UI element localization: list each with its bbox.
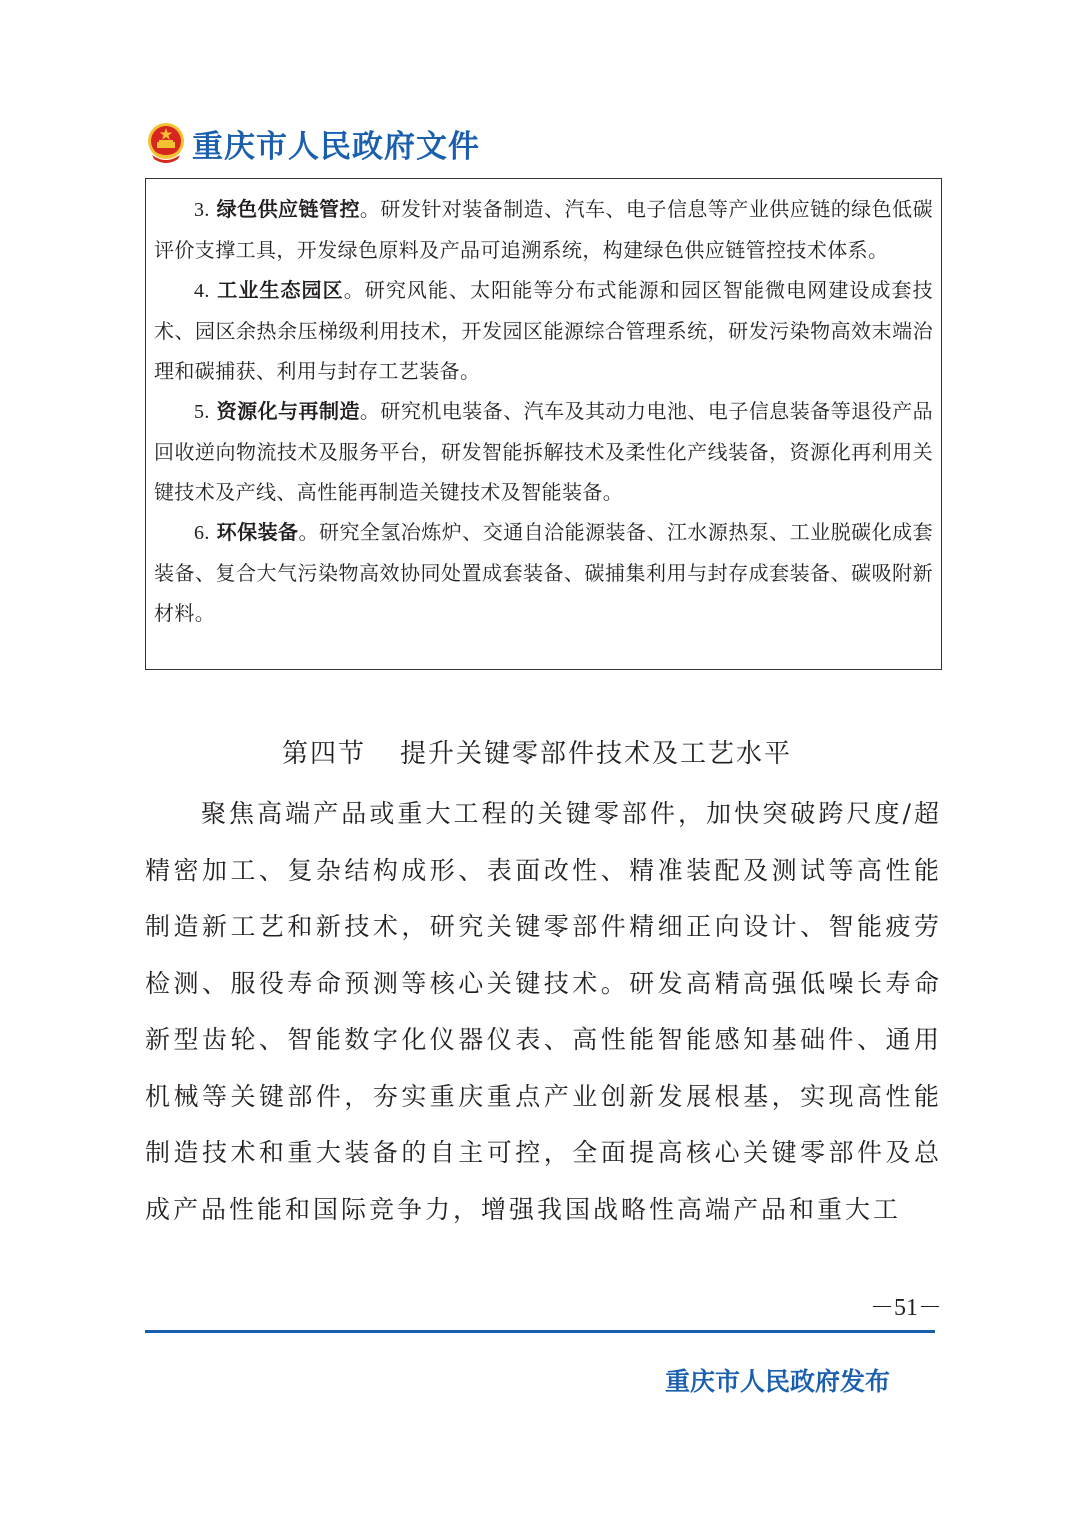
- item-text: 。研发针对装备制造、汽车、电子信息等产业供应链的绿色低碳评价支撑工具，开发绿色原料及产品可追溯系统，构建绿色供应链管控技术体系。: [154, 197, 933, 262]
- item-keyword: 工业生态园区: [217, 278, 344, 302]
- boxed-content: [145, 178, 942, 670]
- item-keyword: 资源化与再制造: [216, 399, 360, 423]
- national-emblem-icon: [146, 121, 186, 165]
- item-keyword: 绿色供应链管控: [216, 197, 360, 221]
- item-text: 。研究全氢冶炼炉、交通自洽能源装备、江水源热泵、工业脱碳化成套装备、复合大气污染物高效协同处置成套装备、碳捕集利用与封存成套装备、碳吸附新材料。: [154, 520, 933, 625]
- box-item-5: 5. 资源化与再制造。研究机电装备、汽车及其动力电池、电子信息装备等退役产品回收逆向物流技术及服务平台，研发智能拆解技术及柔性化产线装备，资源化再利用关键技术及产线、高性能再制造关键技术及智能装备。: [154, 399, 933, 504]
- box-item-6: 6. 环保装备。研究全氢冶炼炉、交通自洽能源装备、江水源热泵、工业脱碳化成套装备、复合大气污染物高效协同处置成套装备、碳捕集利用与封存成套装备、碳吸附新材料。: [154, 520, 933, 625]
- box-item-4: 4. 工业生态园区。研究风能、太阳能等分布式能源和园区智能微电网建设成套技术、园区余热余压梯级利用技术，开发园区能源综合管理系统，研发污染物高效末端治理和碳捕获、利用与封存工艺装备。: [154, 278, 934, 383]
- footer-divider: [145, 1330, 935, 1333]
- item-keyword: 环保装备: [216, 520, 299, 544]
- body-paragraph: 聚焦高端产品或重大工程的关键零部件，加快突破跨尺度/超精密加工、复杂结构成形、表面改性、精准装配及测试等高性能制造新工艺和新技术，研究关键零部件精细正向设计、智能疲劳检测、服役寿命预测等核心关键技术。研发高精高强低噪长寿命新型齿轮、智能数字化仪器仪表、高性能智能感知基础件、通用机械等关键部件，夯实重庆重点产业创新发展根基，实现高性能制造技术和重大装备的自主可控，全面提高核心关键零部件及总成产品性能和国际竞争力，增强我国战略性高端产品和重大工: [145, 799, 942, 1224]
- box-item-3: 3. 绿色供应链管控。研发针对装备制造、汽车、电子信息等产业供应链的绿色低碳评价支撑工具，开发绿色原料及产品可追溯系统，构建绿色供应链管控技术体系。: [154, 197, 933, 262]
- header-title: 重庆市人民政府文件: [192, 128, 480, 165]
- section-heading: 提升关键零部件技术及工艺水平: [400, 739, 793, 769]
- page-number: －51－: [870, 1295, 942, 1321]
- item-text: 。研究机电装备、汽车及其动力电池、电子信息装备等退役产品回收逆向物流技术及服务平台，研发智能拆解技术及柔性化产线装备，资源化再利用关键技术及产线、高性能再制造关键技术及智能装备。: [154, 399, 933, 504]
- section-title: [0, 733, 1074, 770]
- footer-publisher: 重庆市人民政府发布: [664, 1367, 890, 1396]
- item-text: 。研究风能、太阳能等分布式能源和园区智能微电网建设成套技术、园区余热余压梯级利用技术，开发园区能源综合管理系统，研发污染物高效末端治理和碳捕获、利用与封存工艺装备。: [154, 278, 934, 383]
- section-label: 第四节: [281, 739, 366, 769]
- document-header: [146, 118, 480, 168]
